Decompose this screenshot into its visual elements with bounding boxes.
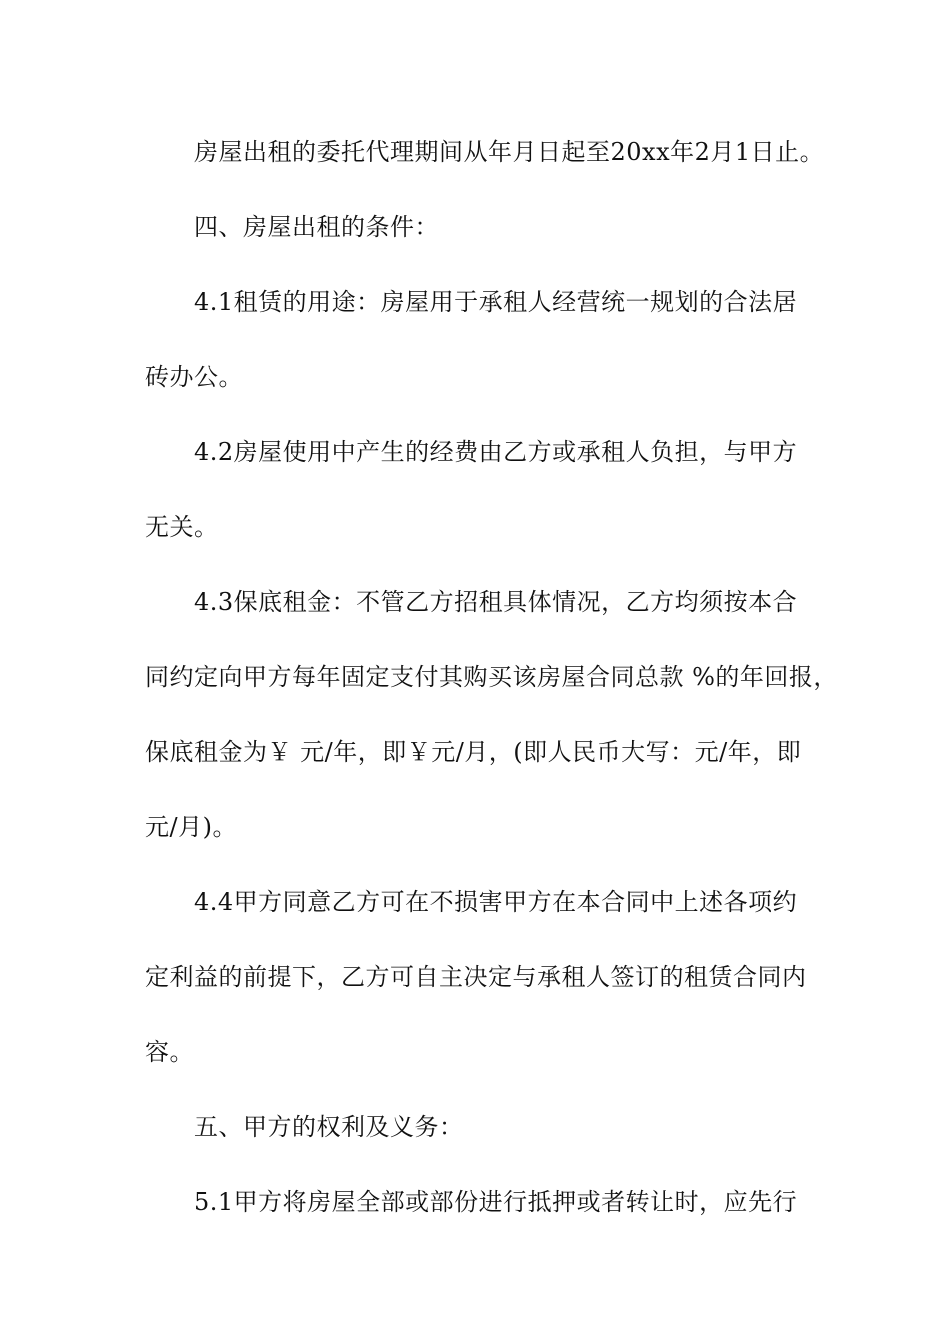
text-line-9: 保底租金为￥ 元/年，即￥元/月，(即人民币大写：元/年，即 — [145, 738, 802, 766]
text-line-8: 同约定向甲方每年固定支付其购买该房屋合同总款 %的年回报， — [145, 663, 838, 691]
text-line-3: 4.1租赁的用途：房屋用于承租人经营统一规划的合法居 — [194, 288, 798, 316]
text-line-15: 5.1甲方将房屋全部或部份进行抵押或者转让时，应先行 — [194, 1188, 798, 1216]
section-heading-5: 五、甲方的权利及义务： — [194, 1113, 464, 1141]
text-line-6: 无关。 — [145, 513, 219, 541]
text-line-13: 容。 — [145, 1038, 194, 1066]
text-line-11: 4.4甲方同意乙方可在不损害甲方在本合同中上述各项约 — [194, 888, 798, 916]
text-line-4: 砖办公。 — [145, 363, 243, 391]
text-line-5: 4.2房屋使用中产生的经费由乙方或承租人负担，与甲方 — [194, 438, 798, 466]
text-line-7: 4.3保底租金：不管乙方招租具体情况，乙方均须按本合 — [194, 588, 798, 616]
section-heading-4: 四、房屋出租的条件： — [194, 213, 439, 241]
text-line-10: 元/月)。 — [145, 813, 237, 841]
text-line-12: 定利益的前提下，乙方可自主决定与承租人签订的租赁合同内 — [145, 963, 807, 991]
text-line-1: 房屋出租的委托代理期间从年月日起至20xx年2月1日止。 — [194, 138, 825, 166]
